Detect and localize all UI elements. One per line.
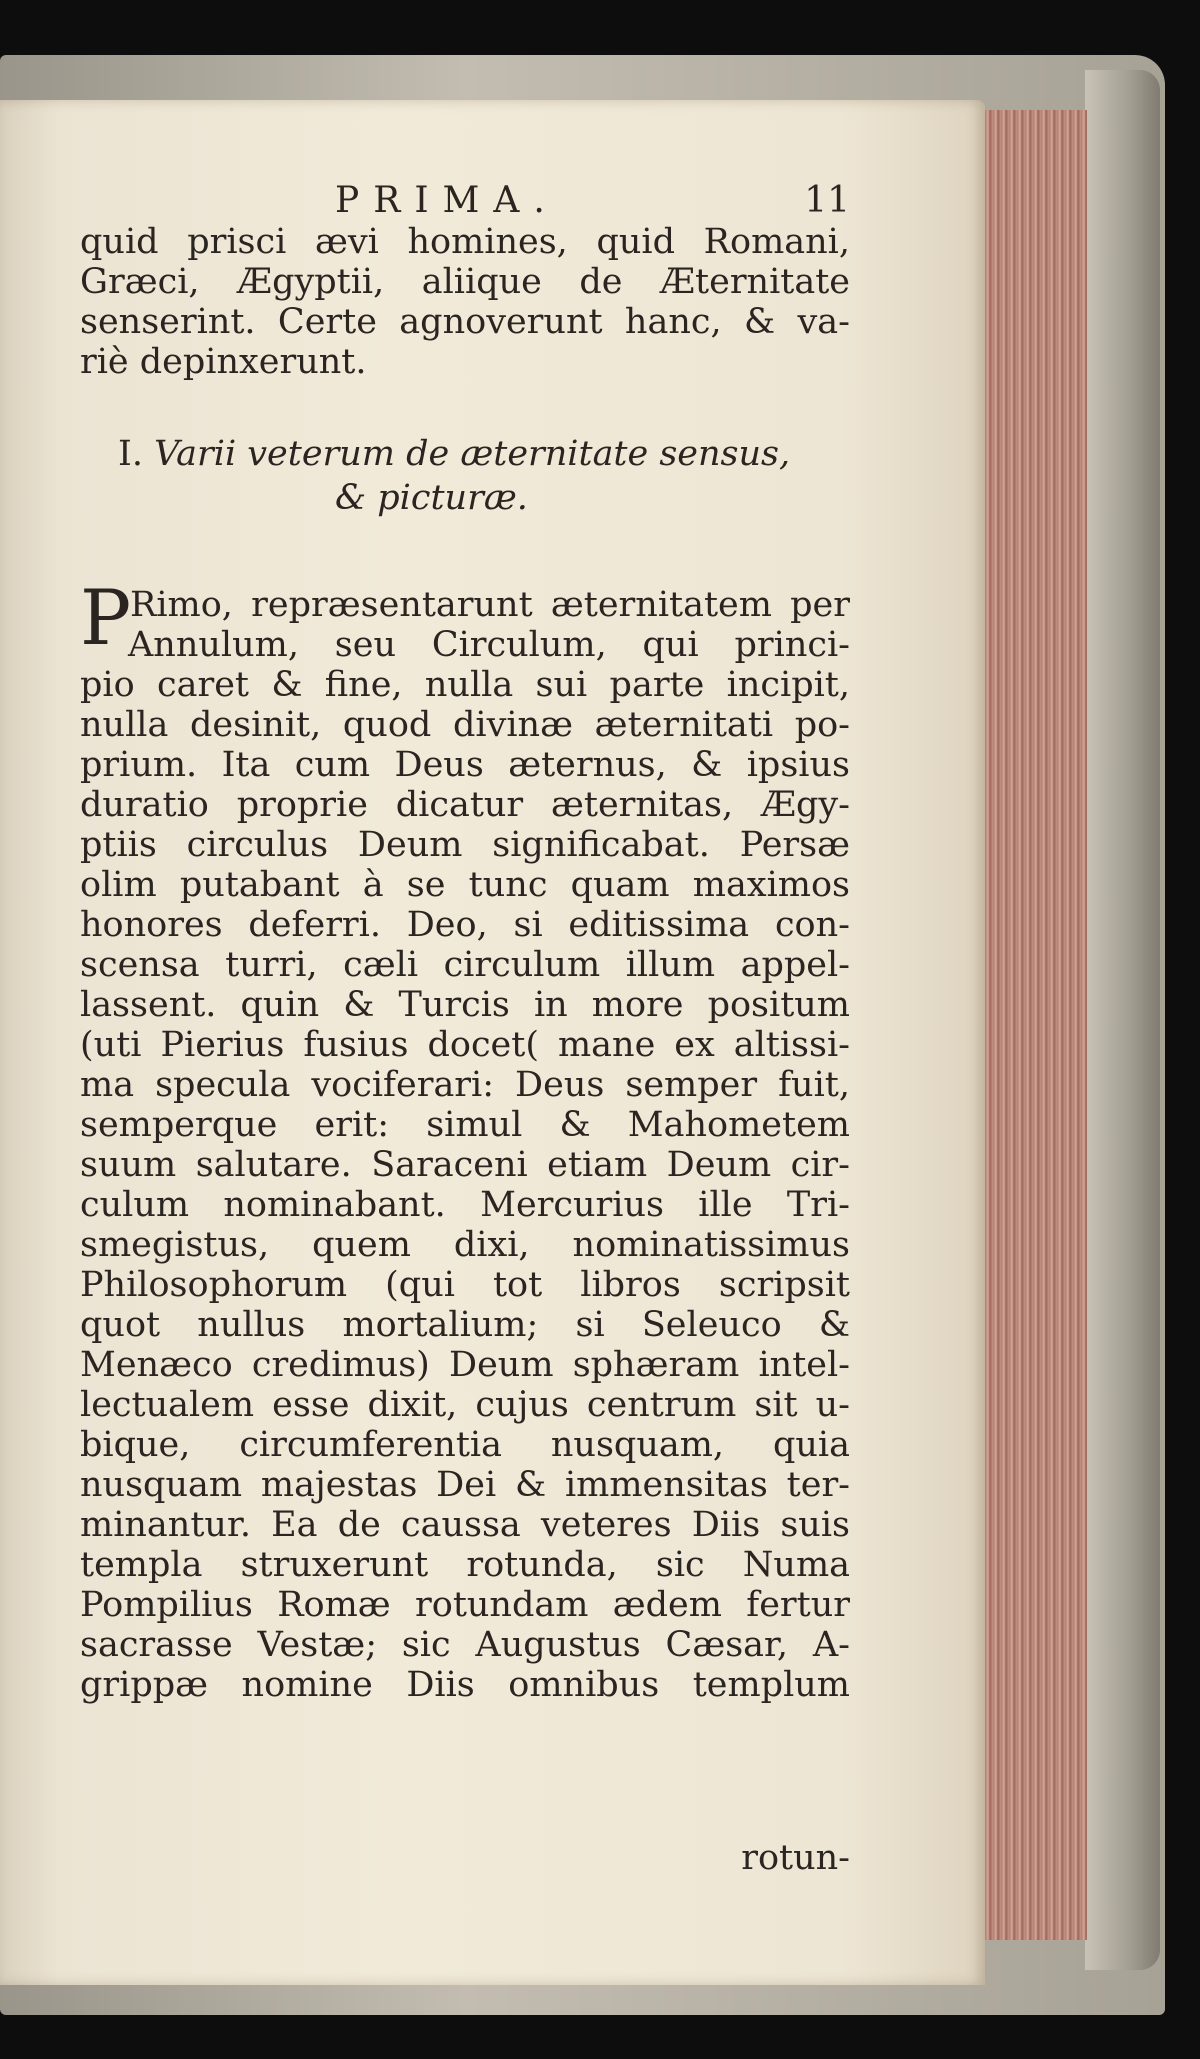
text-line: lassent. quin & Turcis in more positum xyxy=(80,985,850,1025)
text-line: grippæ nomine Diis omnibus templum xyxy=(80,1665,850,1705)
section-number: I. xyxy=(118,434,143,474)
running-header xyxy=(80,180,850,224)
text-line: nulla desinit, quod divinæ æternitati po- xyxy=(80,705,850,745)
text-line: duratio proprie dicatur æternitas, Ægy- xyxy=(80,785,850,825)
text-line: smegistus, quem dixi, nominatissimus xyxy=(80,1225,850,1265)
text-line: Rimo, repræsentarunt æternitatem per xyxy=(130,585,850,625)
text-line: lectualem esse dixit, cujus centrum sit u- xyxy=(80,1385,850,1425)
text-line: ptiis circulus Deum significabat. Persæ xyxy=(80,825,850,865)
text-line: Philosophorum (qui tot libros scripsit xyxy=(80,1265,850,1305)
body-paragraph xyxy=(80,585,850,1705)
text-line: Annulum, seu Circulum, qui princi- xyxy=(128,625,850,665)
section-heading xyxy=(80,432,850,520)
text-line: nusquam majestas Dei & immensitas ter- xyxy=(80,1465,850,1505)
intro-paragraph xyxy=(80,222,850,382)
text-line: quid prisci ævi homines, quid Romani, xyxy=(80,222,850,262)
text-line: riè depinxerunt. xyxy=(80,342,367,382)
text-line: bique, circumferentia nusquam, quia xyxy=(80,1425,850,1465)
text-line: sacrasse Vestæ; sic Augustus Cæsar, A- xyxy=(80,1625,850,1665)
running-title: PRIMA. xyxy=(335,180,559,221)
book-cover-edge xyxy=(1085,70,1160,1970)
text-line: olim putabant à se tunc quam maximos xyxy=(80,865,850,905)
text-line: quot nullus mortalium; si Seleuco & xyxy=(80,1305,850,1345)
catchword: rotun- xyxy=(741,1838,850,1878)
text-line: prium. Ita cum Deus æternus, & ipsius xyxy=(80,745,850,785)
text-line: Menæco credimus) Deum sphæram intel- xyxy=(80,1345,850,1385)
text-line: pio caret & fine, nulla sui parte incipit, xyxy=(80,665,850,705)
text-line: Pompilius Romæ rotundam ædem fertur xyxy=(80,1585,850,1625)
drop-cap: P xyxy=(80,573,132,662)
section-heading-line2: & picturæ. xyxy=(335,478,528,518)
section-heading-line1: Varii veterum de æternitate sensus, xyxy=(154,434,791,474)
text-line: templa struxerunt rotunda, sic Numa xyxy=(80,1545,850,1585)
text-line: honores deferri. Deo, si editissima con- xyxy=(80,905,850,945)
text-line: minantur. Ea de caussa veteres Diis suis xyxy=(80,1505,850,1545)
text-line: semperque erit: simul & Mahometem xyxy=(80,1105,850,1145)
text-line: Græci, Ægyptii, aliique de Æternitate xyxy=(80,262,850,302)
page-edges xyxy=(975,110,1087,1940)
page-number: 11 xyxy=(804,180,850,221)
text-line: scensa turri, cæli circulum illum appel- xyxy=(80,945,850,985)
text-line: ma specula vociferari: Deus semper fuit, xyxy=(80,1065,850,1105)
text-line: suum salutare. Saraceni etiam Deum cir- xyxy=(80,1145,850,1185)
text-line: senserint. Certe agnoverunt hanc, & va- xyxy=(80,302,850,342)
text-line: culum nominabant. Mercurius ille Tri- xyxy=(80,1185,850,1225)
text-line: (uti Pierius fusius docet( mane ex altissi- xyxy=(80,1025,850,1065)
